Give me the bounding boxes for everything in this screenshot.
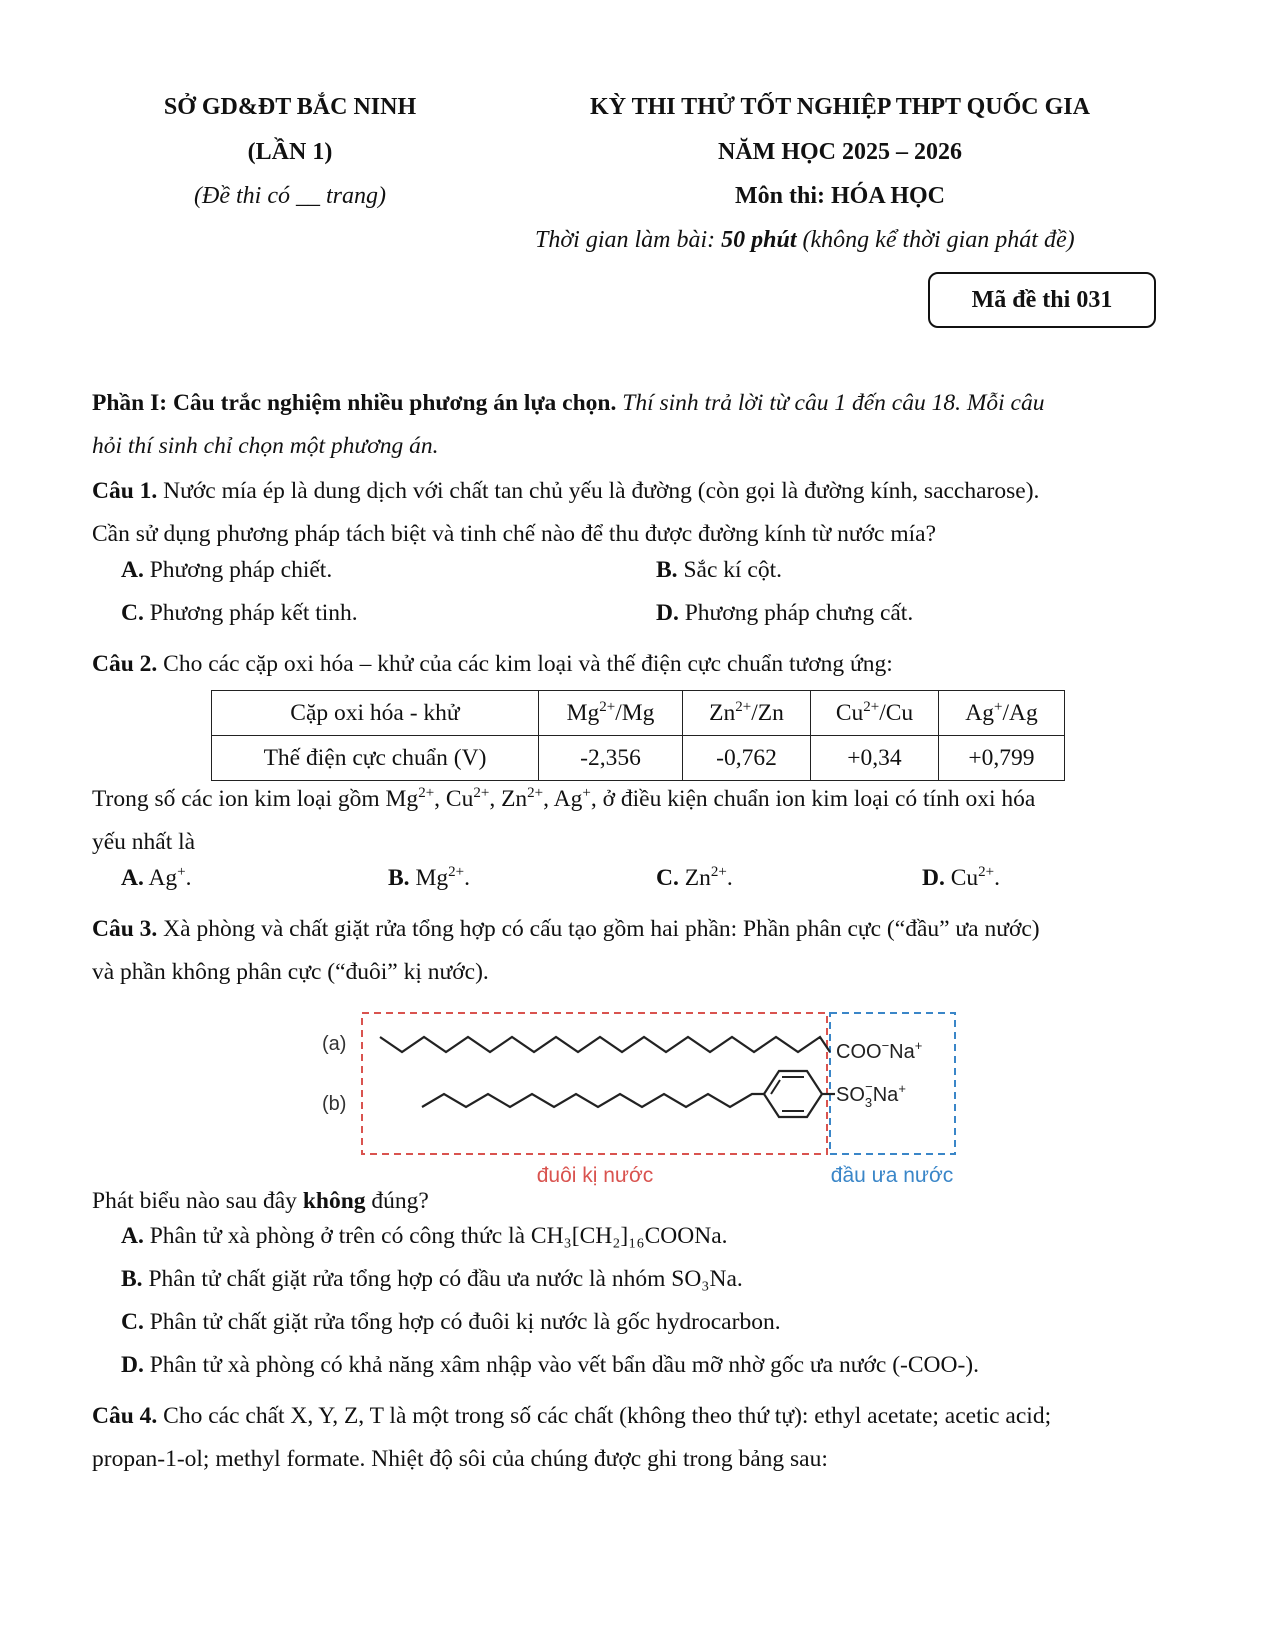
- table-value-cu: +0,34: [811, 736, 939, 781]
- part1-instruction: hỏi thí sinh chỉ chọn một phương án.: [92, 433, 439, 459]
- sulfonate-group: $SO_3-Na^+$: [836, 1079, 906, 1110]
- q3-option-a: A. Phân tử xà phòng ở trên có công thức là CH₃[CH₂]₁₆COONa.: [121, 1223, 728, 1249]
- school-year: NĂM HỌC 2025 – 2026: [718, 139, 962, 165]
- exam-title: KỲ THI THỬ TỐT NGHIỆP THPT QUỐC GIA: [590, 94, 1090, 120]
- q1-stem-line2: Cần sử dụng phương pháp tách biệt và tinh chế nào để thu được đường kính từ nước mía?: [92, 521, 937, 547]
- department-name: SỞ GD&ĐT BẮC NINH: [163, 94, 417, 120]
- table-pair-zn: $Zn^{2+}/Zn$: [683, 691, 811, 736]
- table-pair-ag: Ag+/Ag: [939, 691, 1065, 736]
- q3-option-b: B. Phân tử chất giặt rửa tổng hợp có đầu ưa nước là nhóm SO₃Na.: [121, 1266, 743, 1292]
- electrode-potential-table: [211, 690, 1065, 781]
- part1-heading: Phần I: Câu trắc nghiệm nhiều phương án lựa chọn. Thí sinh trả lời từ câu 1 đến câu 18. Mỗi câu: [92, 390, 1045, 416]
- q3-question: Phát biểu nào sau đây không đúng?: [92, 1188, 429, 1214]
- q2-question: Trong số các ion kim loại gồm $Mg^{2+}$, $Cu^{2+}$, $Zn^{2+}$, Ag+, ở điều kiện chuẩn ion kim loại có tính oxi hóa: [92, 785, 1036, 812]
- subject: Môn thi: HÓA HỌC: [734, 183, 945, 209]
- time-limit: Thời gian làm bài: 50 phút (không kể thời gian phát đề): [535, 227, 1075, 253]
- q3-option-d: D. Phân tử xà phòng có khả năng xâm nhập vào vết bẩn dầu mỡ nhờ gốc ưa nước (-COO-).: [121, 1352, 979, 1378]
- q1-stem: Câu 1. Nước mía ép là dung dịch với chất tan chủ yếu là đường (còn gọi là đường kính, saccharose).: [92, 478, 1040, 504]
- carboxylate-group: COO−Na+: [836, 1038, 923, 1063]
- q2-option-c: C. $Zn^{2+}$.: [656, 864, 733, 891]
- table-value-ag: +0,799: [939, 736, 1065, 781]
- table-value-mg: -2,356: [539, 736, 683, 781]
- q2-option-b: B. $Mg^{2+}$.: [388, 864, 470, 891]
- q3-stem: Câu 3. Xà phòng và chất giặt rửa tổng hợp có cấu tạo gồm hai phần: Phần phân cực (“đầu” ưa nước): [92, 916, 1040, 942]
- q4-stem-line2: propan-1-ol; methyl formate. Nhiệt độ sôi của chúng được ghi trong bảng sau:: [92, 1446, 828, 1472]
- q3-option-c: C. Phân tử chất giặt rửa tổng hợp có đuôi kị nước là gốc hydrocarbon.: [121, 1309, 781, 1335]
- q3-stem-line2: và phần không phân cực (“đuôi” kị nước).: [92, 959, 489, 985]
- q2-option-d: D. $Cu^{2+}$.: [922, 864, 1001, 891]
- head-label: đầu ưa nước: [830, 1164, 954, 1187]
- table-row1-label: Cặp oxi hóa - khử: [212, 691, 539, 736]
- q1-option-b: B. Sắc kí cột.: [656, 557, 782, 583]
- label-b: (b): [322, 1093, 347, 1115]
- exam-code-box: Mã đề thi 031: [928, 272, 1156, 328]
- q2-question-line2: yếu nhất là: [92, 829, 196, 855]
- table-pair-cu: $Cu^{2+}/Cu$: [811, 691, 939, 736]
- page-count-note: (Đề thi có __ trang): [194, 183, 386, 209]
- table-pair-mg: $Mg^{2+}/Mg$: [539, 691, 683, 736]
- q1-option-a: A. Phương pháp chiết.: [121, 557, 333, 583]
- q2-stem: Câu 2. Cho các cặp oxi hóa – khử của các kim loại và thế điện cực chuẩn tương ứng:: [92, 651, 893, 677]
- table-row2-label: Thế điện cực chuẩn (V): [212, 736, 539, 781]
- q4-stem: Câu 4. Cho các chất X, Y, Z, T là một trong số các chất (không theo thứ tự): ethyl acetate; acetic acid;: [92, 1403, 1052, 1429]
- label-a: (a): [322, 1033, 347, 1055]
- table-value-zn: -0,762: [683, 736, 811, 781]
- q1-option-c: C. Phương pháp kết tinh.: [121, 600, 358, 626]
- surfactant-structure-figure: [310, 1000, 960, 1190]
- q2-option-a: A. Ag+.: [121, 864, 192, 891]
- tail-label: đuôi kị nước: [536, 1164, 654, 1187]
- q1-option-d: D. Phương pháp chưng cất.: [656, 600, 914, 626]
- exam-round: (LẦN 1): [247, 139, 333, 165]
